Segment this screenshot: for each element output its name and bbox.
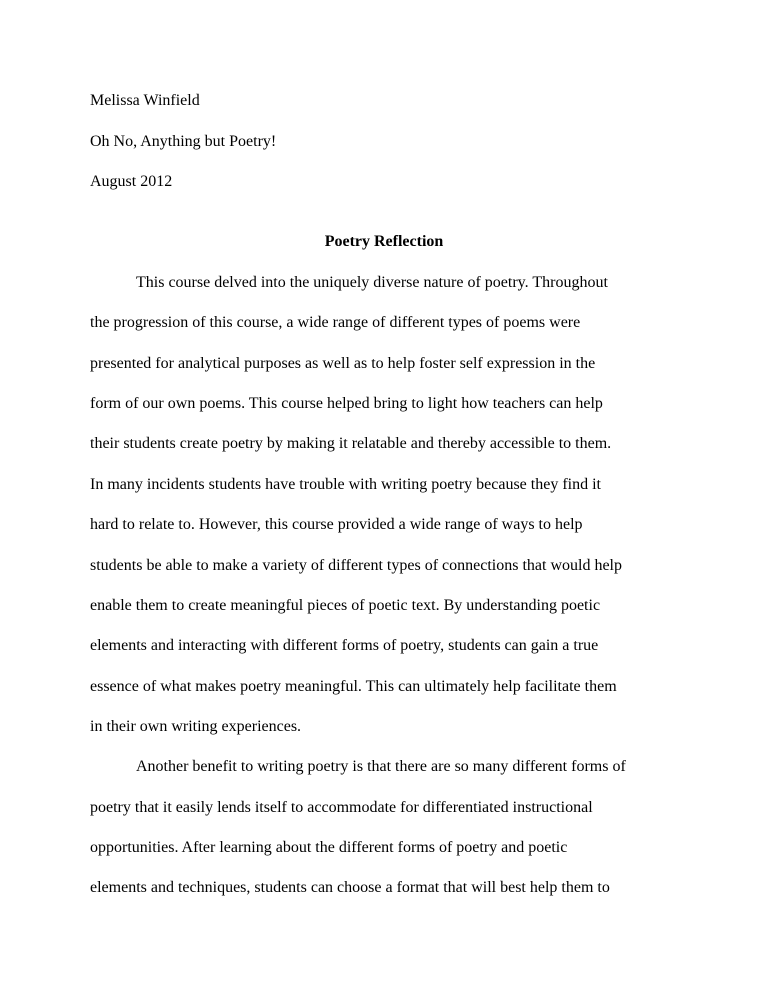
paragraph-1-line-5: their students create poetry by making it relatable and thereby accessible to them. [90,435,612,452]
paragraph-1-line-9: enable them to create meaningful pieces of poetic text. By understanding poetic [90,597,601,614]
paragraph-1-line-11: essence of what makes poetry meaningful. This can ultimately help facilitate them [90,678,617,695]
author-name: Melissa Winfield [90,92,200,109]
paragraph-1-line-3: presented for analytical purposes as well as to help foster self expression in the [90,355,596,372]
paragraph-1-line-8: students be able to make a variety of different types of connections that would help [90,557,622,574]
paragraph-1-line-7: hard to relate to. However, this course provided a wide range of ways to help [90,516,583,533]
paragraph-1-line-6: In many incidents students have trouble with writing poetry because they find it [90,476,601,493]
document-date: August 2012 [90,173,173,190]
paragraph-2-line-4: elements and techniques, students can choose a format that will best help them to [90,879,610,896]
course-name: Oh No, Anything but Poetry! [90,133,277,150]
paragraph-2-line-2: poetry that it easily lends itself to accommodate for differentiated instructional [90,799,593,816]
paragraph-2-line-3: opportunities. After learning about the different forms of poetry and poetic [90,839,568,856]
paragraph-2-line-1: Another benefit to writing poetry is that there are so many different forms of [136,758,626,775]
paragraph-1-line-12: in their own writing experiences. [90,718,302,735]
paragraph-1-line-4: form of our own poems. This course helped bring to light how teachers can help [90,395,603,412]
paragraph-1-line-10: elements and interacting with different forms of poetry, students can gain a true [90,637,599,654]
document-title: Poetry Reflection [324,233,444,250]
paragraph-1-line-1: This course delved into the uniquely diverse nature of poetry. Throughout [136,274,608,291]
paragraph-1-line-2: the progression of this course, a wide range of different types of poems were [90,314,581,331]
